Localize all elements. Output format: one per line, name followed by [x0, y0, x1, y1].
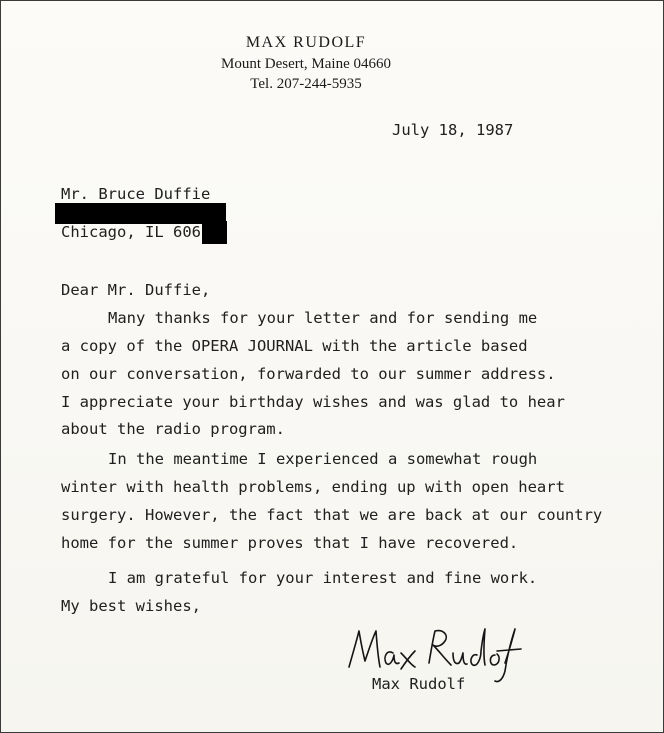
letterhead-name: MAX RUDOLF: [245, 34, 367, 51]
body-line: I am grateful for your interest and fine work.: [108, 569, 538, 587]
redaction-bar-zip: [202, 221, 227, 244]
body-line: a copy of the OPERA JOURNAL with the article based: [61, 337, 528, 355]
body-line: on our conversation, forwarded to our summer address.: [61, 365, 556, 383]
letterhead-telephone: Tel. 207-244-5935: [250, 76, 362, 92]
body-line: home for the summer proves that I have recovered.: [61, 534, 519, 552]
salutation: Dear Mr. Duffie,: [61, 281, 211, 299]
recipient-name: Mr. Bruce Duffie: [61, 185, 211, 203]
body-line: surgery. However, the fact that we are back at our country: [61, 506, 603, 524]
body-line: In the meantime I experienced a somewhat rough: [108, 450, 538, 468]
body-line: Many thanks for your letter and for sending me: [108, 309, 538, 327]
body-line: I appreciate your birthday wishes and was glad to hear: [61, 393, 565, 411]
recipient-city: Chicago, IL 606: [61, 223, 201, 241]
typed-signature-name: Max Rudolf: [372, 675, 466, 693]
letterhead-address: Mount Desert, Maine 04660: [221, 56, 391, 72]
body-line: about the radio program.: [61, 420, 285, 438]
letter-date: July 18, 1987: [392, 121, 514, 139]
body-line: winter with health problems, ending up with open heart: [61, 478, 565, 496]
redaction-bar-street: [55, 203, 226, 224]
closing: My best wishes,: [61, 597, 201, 615]
